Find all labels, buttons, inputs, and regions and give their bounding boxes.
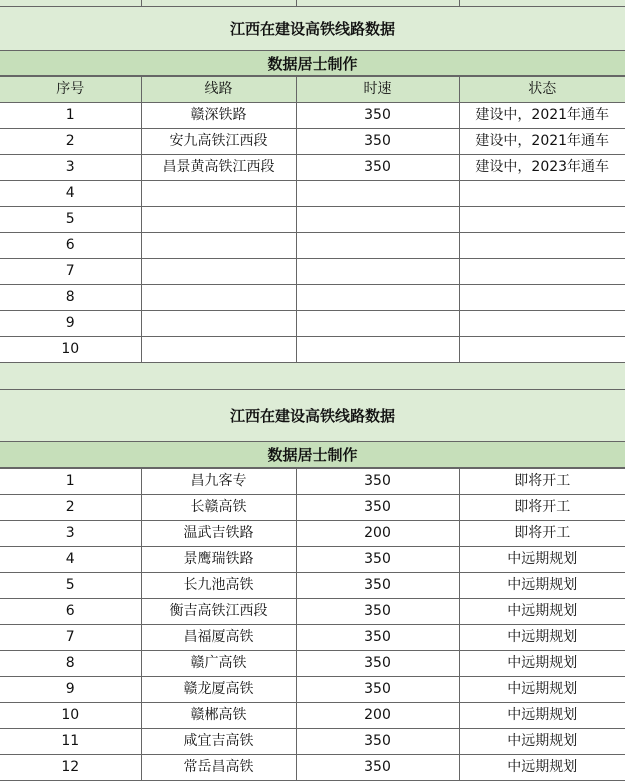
cell-line: 温武吉铁路: [141, 521, 296, 547]
cell-index: 3: [0, 155, 141, 181]
table-row: [0, 677, 625, 703]
cell-speed: 350: [296, 547, 459, 573]
cell-line: 长赣高铁: [141, 495, 296, 521]
cell-line: 长九池高铁: [141, 573, 296, 599]
cell-status: [459, 285, 625, 311]
cell-speed: [296, 285, 459, 311]
section1-title: 江西在建设高铁线路数据: [0, 7, 625, 51]
cell-line: 安九高铁江西段: [141, 129, 296, 155]
cell-index: 8: [0, 285, 141, 311]
cell-speed: 350: [296, 155, 459, 181]
cell-status: 中远期规划: [459, 547, 625, 573]
cell-status: 建设中，2021年通车: [459, 129, 625, 155]
cell-line: 赣广高铁: [141, 651, 296, 677]
table-row: [0, 129, 625, 155]
table-row: [0, 755, 625, 781]
cell-line: [141, 207, 296, 233]
cell-speed: 200: [296, 703, 459, 729]
cell-line: 景鹰瑞铁路: [141, 547, 296, 573]
table-row: [0, 155, 625, 181]
table-row: [0, 181, 625, 207]
table-row: [0, 521, 625, 547]
cell-status: [459, 181, 625, 207]
table-row: [0, 599, 625, 625]
cell-status: 建设中，2023年通车: [459, 155, 625, 181]
cell-status: 中远期规划: [459, 729, 625, 755]
cell-index: 2: [0, 129, 141, 155]
top-strip: [0, 0, 625, 7]
cell-index: 2: [0, 495, 141, 521]
cell-speed: [296, 259, 459, 285]
cell-speed: 350: [296, 469, 459, 495]
cell-status: 即将开工: [459, 495, 625, 521]
table-row: [0, 573, 625, 599]
column-header-line: 线路: [141, 77, 296, 103]
cell-index: 1: [0, 469, 141, 495]
cell-line: [141, 233, 296, 259]
cell-status: 即将开工: [459, 469, 625, 495]
section-spacer: [0, 363, 625, 390]
cell-line: 赣郴高铁: [141, 703, 296, 729]
cell-index: 10: [0, 337, 141, 363]
cell-speed: 350: [296, 495, 459, 521]
cell-line: [141, 285, 296, 311]
cell-index: 12: [0, 755, 141, 781]
cell-index: 6: [0, 233, 141, 259]
section2-subtitle: 数据居士制作: [0, 442, 625, 468]
section2-title: 江西在建设高铁线路数据: [0, 390, 625, 442]
cell-line: 赣龙厦高铁: [141, 677, 296, 703]
cell-index: 4: [0, 547, 141, 573]
cell-line: 昌九客专: [141, 469, 296, 495]
cell-index: 3: [0, 521, 141, 547]
cell-speed: [296, 207, 459, 233]
cell-speed: 350: [296, 573, 459, 599]
header-row: [0, 77, 625, 103]
section1-subtitle: 数据居士制作: [0, 51, 625, 76]
table-row: [0, 651, 625, 677]
cell-status: 中远期规划: [459, 651, 625, 677]
cell-status: 中远期规划: [459, 703, 625, 729]
cell-status: 中远期规划: [459, 625, 625, 651]
table-row: [0, 703, 625, 729]
section2-table: [0, 468, 625, 781]
cell-line: 赣深铁路: [141, 103, 296, 129]
cell-index: 5: [0, 207, 141, 233]
cell-line: 咸宜吉高铁: [141, 729, 296, 755]
cell-index: 4: [0, 181, 141, 207]
cell-index: 6: [0, 599, 141, 625]
cell-status: 建设中，2021年通车: [459, 103, 625, 129]
cell-status: 中远期规划: [459, 755, 625, 781]
table-row: [0, 233, 625, 259]
cell-speed: [296, 233, 459, 259]
cell-speed: [296, 337, 459, 363]
table-row: [0, 311, 625, 337]
cell-index: 5: [0, 573, 141, 599]
cell-speed: 350: [296, 729, 459, 755]
cell-line: [141, 259, 296, 285]
cell-line: 常岳昌高铁: [141, 755, 296, 781]
cell-index: 7: [0, 625, 141, 651]
cell-status: [459, 337, 625, 363]
cell-status: [459, 233, 625, 259]
cell-speed: 350: [296, 677, 459, 703]
cell-index: 11: [0, 729, 141, 755]
column-header-status: 状态: [459, 77, 625, 103]
cell-speed: 350: [296, 651, 459, 677]
cell-speed: [296, 181, 459, 207]
cell-speed: 350: [296, 599, 459, 625]
table-row: [0, 285, 625, 311]
cell-status: 中远期规划: [459, 573, 625, 599]
cell-speed: 200: [296, 521, 459, 547]
cell-speed: [296, 311, 459, 337]
table-row: [0, 625, 625, 651]
section1-table: [0, 76, 625, 363]
cell-line: 昌景黄高铁江西段: [141, 155, 296, 181]
cell-speed: 350: [296, 103, 459, 129]
table-row: [0, 259, 625, 285]
cell-status: 中远期规划: [459, 599, 625, 625]
table-row: [0, 729, 625, 755]
cell-speed: 350: [296, 755, 459, 781]
cell-index: 10: [0, 703, 141, 729]
cell-line: [141, 181, 296, 207]
table-row: [0, 337, 625, 363]
cell-line: 衡吉高铁江西段: [141, 599, 296, 625]
cell-line: 昌福厦高铁: [141, 625, 296, 651]
cell-line: [141, 311, 296, 337]
cell-index: 9: [0, 311, 141, 337]
table-row: [0, 103, 625, 129]
cell-line: [141, 337, 296, 363]
table-row: [0, 547, 625, 573]
cell-index: 8: [0, 651, 141, 677]
cell-status: [459, 311, 625, 337]
cell-index: 9: [0, 677, 141, 703]
table-row: [0, 469, 625, 495]
cell-index: 7: [0, 259, 141, 285]
cell-status: 中远期规划: [459, 677, 625, 703]
cell-status: 即将开工: [459, 521, 625, 547]
column-header-index: 序号: [0, 77, 141, 103]
column-header-speed: 时速: [296, 77, 459, 103]
cell-status: [459, 259, 625, 285]
table-row: [0, 207, 625, 233]
cell-speed: 350: [296, 625, 459, 651]
cell-index: 1: [0, 103, 141, 129]
cell-status: [459, 207, 625, 233]
cell-speed: 350: [296, 129, 459, 155]
table-row: [0, 495, 625, 521]
